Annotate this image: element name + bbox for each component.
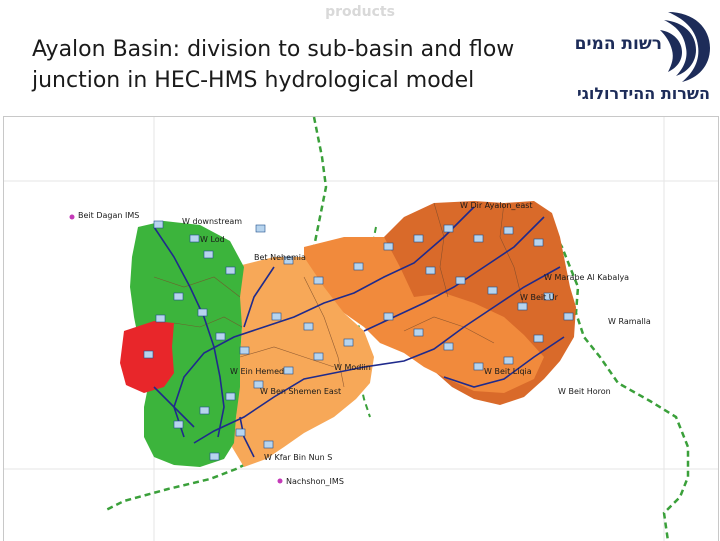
logo-subtitle: השרות ההידרולוגי [576,84,710,103]
map-label-nachshon: Nachshon_IMS [286,477,344,486]
map-label-beit-dagan: Beit Dagan IMS [78,211,140,220]
slide-title: Ayalon Basin: division to sub-basin and flow junction in HEC-HMS hydrological model [32,37,515,93]
map-label-bet-nehemia: Bet Nehemia [254,253,306,262]
basin-map [3,116,719,541]
logo-name: רשות המים [574,34,662,54]
map-label-w-ein-hemed: W Ein Hemed [230,367,285,376]
map-label-w-beit-liqia: W Beit Liqia [484,367,532,376]
map-label-w-dir-ayalon: W Dir Ayalon_east [460,201,533,210]
basin-map-graphic [4,117,718,541]
map-label-w-beit-ur: W Beit Ur [520,293,558,302]
map-label-w-beit-horon: W Beit Horon [558,387,611,396]
map-label-w-kfar-bin-nun: W Kfar Bin Nun S [264,453,333,462]
map-label-w-marabe: W Marabe Al Kabalya [544,273,630,282]
map-label-w-ben-shemen: W Ben Shemen East [260,387,342,396]
map-label-w-modiin: W Modiin [334,363,371,372]
map-label-w-ramalla: W Ramalla [608,317,651,326]
map-label-w-lod: W Lod [200,235,225,244]
water-authority-logo [572,4,718,108]
products-label: products [325,4,395,20]
map-label-w-downstream: W downstream [182,217,243,226]
